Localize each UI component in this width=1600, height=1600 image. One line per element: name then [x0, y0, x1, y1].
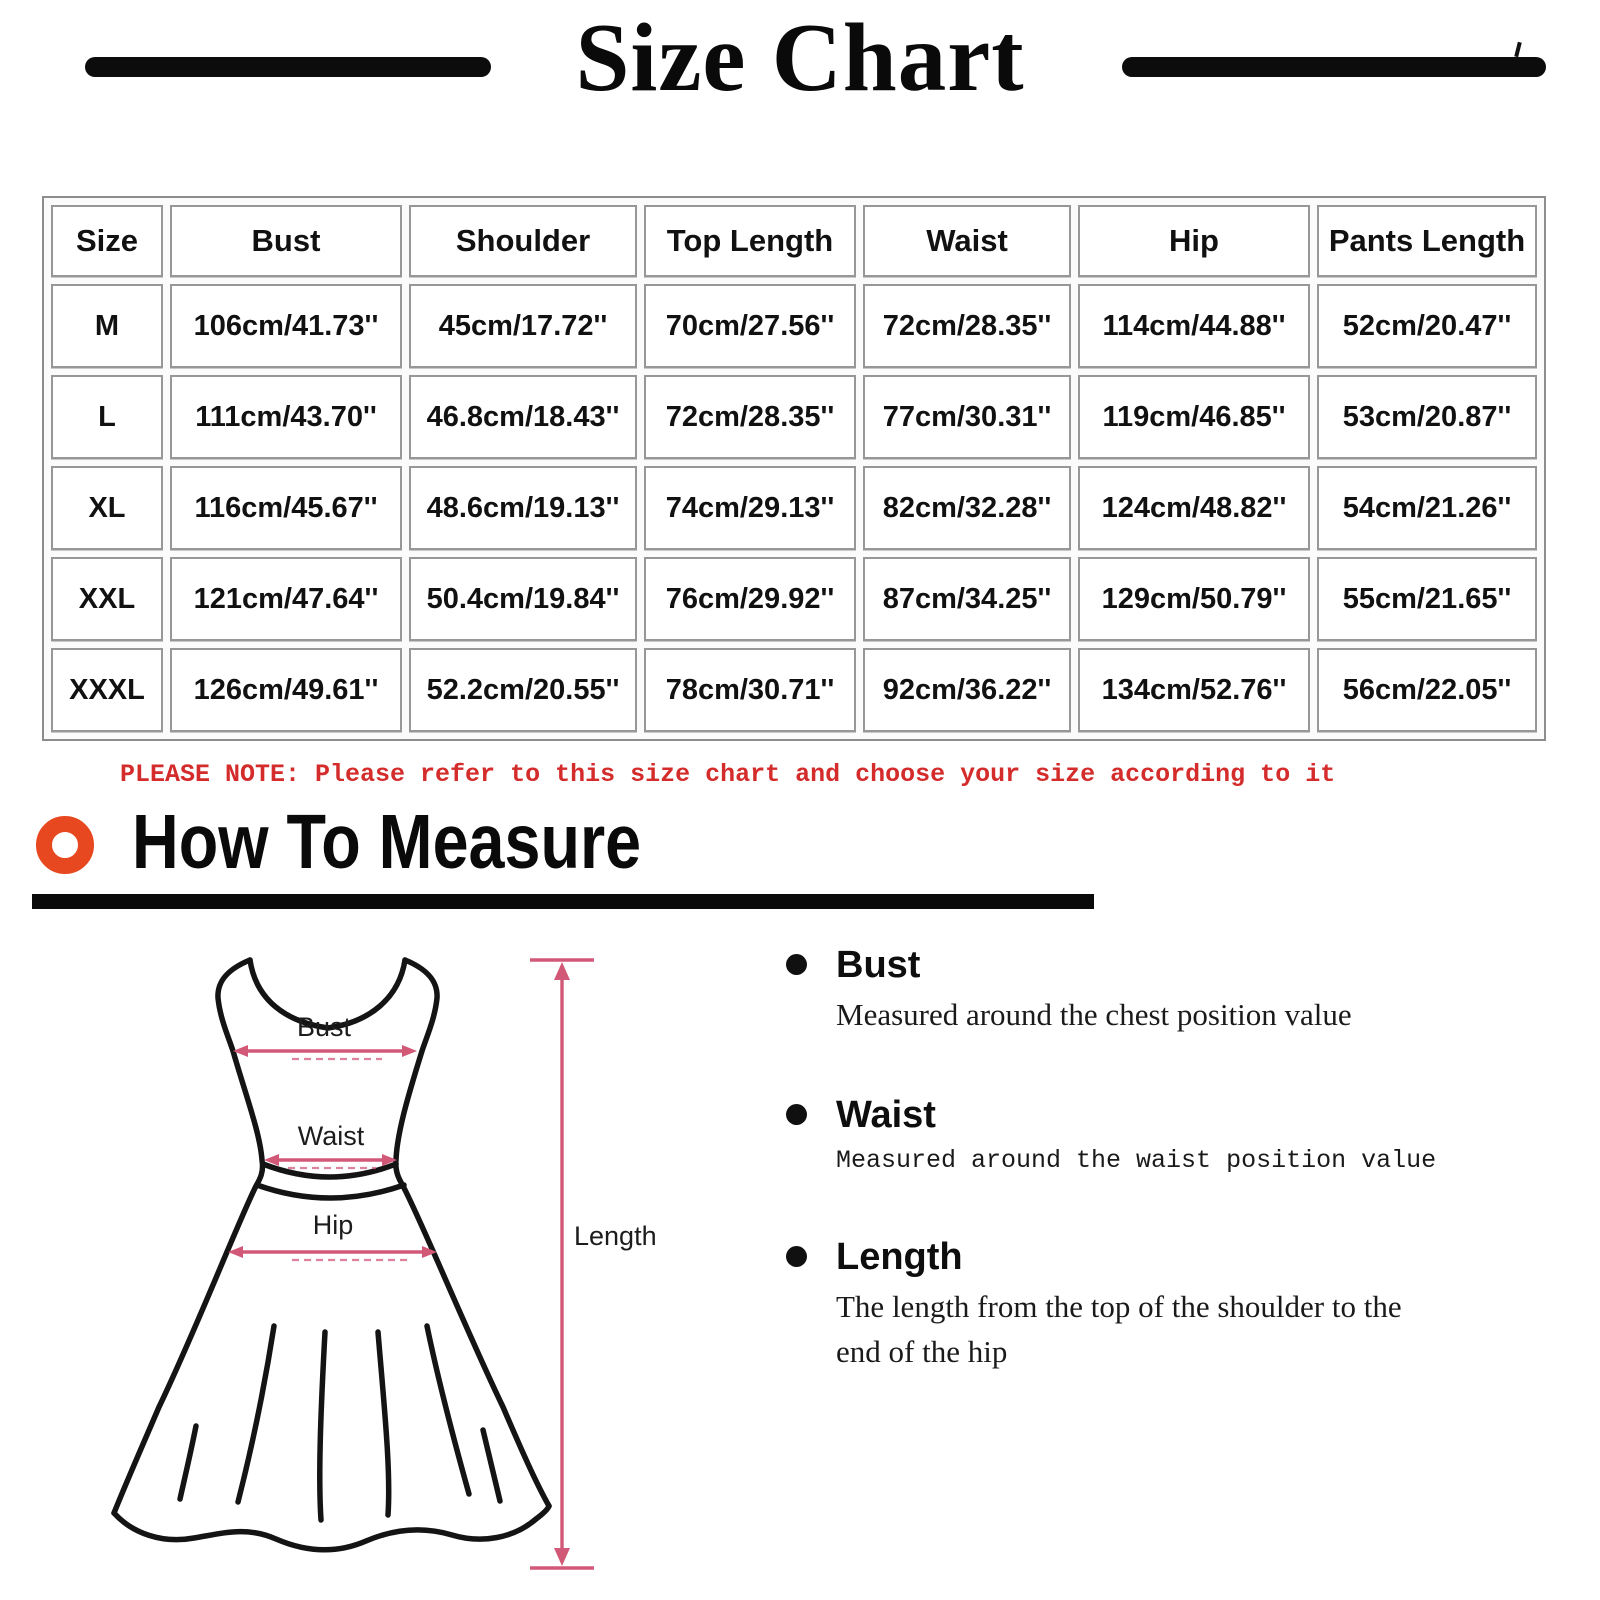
table-row-xxl — [51, 557, 1537, 641]
measure-item-description: Measured around the waist position value — [836, 1146, 1437, 1176]
table-cell: 74cm/29.13'' — [644, 466, 856, 550]
table-cell: L — [51, 375, 163, 459]
page-title: Size Chart — [575, 4, 1025, 111]
table-cell: 52cm/20.47'' — [1317, 284, 1537, 368]
table-cell: 114cm/44.88'' — [1078, 284, 1310, 368]
dress-waistband-upper — [263, 1164, 396, 1177]
table-cell: 77cm/30.31'' — [863, 375, 1071, 459]
ring-bullet-icon — [36, 816, 94, 874]
column-header-hip: Hip — [1078, 205, 1310, 277]
table-row-xl — [51, 466, 1537, 550]
table-cell: 46.8cm/18.43'' — [409, 375, 637, 459]
table-cell: 72cm/28.35'' — [644, 375, 856, 459]
skirt-fold-line — [180, 1426, 196, 1499]
bust-diagram-label: Bust — [296, 1012, 352, 1042]
arrowhead-down-icon — [554, 1548, 570, 1566]
measure-item-waist — [786, 1094, 1466, 1179]
skirt-fold-line — [378, 1332, 389, 1515]
column-header-pants-length: Pants Length — [1317, 205, 1537, 277]
measure-item-bust — [786, 944, 1466, 1037]
column-header-shoulder: Shoulder — [409, 205, 637, 277]
measure-item-label: Length — [836, 1236, 963, 1279]
table-cell: 48.6cm/19.13'' — [409, 466, 637, 550]
dress-hem — [114, 1506, 549, 1550]
size-note: PLEASE NOTE: Please refer to this size chart and choose your size according to it — [120, 760, 1336, 789]
table-cell: 78cm/30.71'' — [644, 648, 856, 732]
table-row-l — [51, 375, 1537, 459]
measure-list — [786, 944, 1466, 1375]
measure-item-length — [786, 1236, 1466, 1374]
table-cell: XXXL — [51, 648, 163, 732]
how-to-measure-heading: How To Measure — [132, 799, 642, 885]
table-cell: 111cm/43.70'' — [170, 375, 402, 459]
table-cell: 72cm/28.35'' — [863, 284, 1071, 368]
bullet-icon — [786, 1246, 807, 1267]
measure-item-description: The length from the top of the shoulder to the end of the hip — [836, 1288, 1402, 1369]
table-cell: 129cm/50.79'' — [1078, 557, 1310, 641]
measure-item-label: Waist — [836, 1094, 936, 1137]
table-cell: XXL — [51, 557, 163, 641]
bullet-icon — [786, 1104, 807, 1125]
table-cell: 92cm/36.22'' — [863, 648, 1071, 732]
column-header-waist: Waist — [863, 205, 1071, 277]
heading-underline — [32, 894, 1094, 909]
table-cell: 87cm/34.25'' — [863, 557, 1071, 641]
skirt-fold-line — [320, 1332, 325, 1520]
table-cell: XL — [51, 466, 163, 550]
column-header-top-length: Top Length — [644, 205, 856, 277]
table-cell: 52.2cm/20.55'' — [409, 648, 637, 732]
dress-waistband-lower — [257, 1185, 404, 1198]
table-cell: 50.4cm/19.84'' — [409, 557, 637, 641]
bullet-icon — [786, 954, 807, 975]
table-cell: 54cm/21.26'' — [1317, 466, 1537, 550]
table-cell: M — [51, 284, 163, 368]
measure-item-description: Measured around the chest position value — [836, 996, 1352, 1032]
arrowhead-up-icon — [554, 962, 570, 980]
table-row-m — [51, 284, 1537, 368]
table-cell: 55cm/21.65'' — [1317, 557, 1537, 641]
table-cell: 126cm/49.61'' — [170, 648, 402, 732]
table-cell: 119cm/46.85'' — [1078, 375, 1310, 459]
hip-diagram-label: Hip — [312, 1210, 354, 1240]
column-header-bust: Bust — [170, 205, 402, 277]
table-cell: 124cm/48.82'' — [1078, 466, 1310, 550]
table-cell: 76cm/29.92'' — [644, 557, 856, 641]
table-cell: 56cm/22.05'' — [1317, 648, 1537, 732]
waist-diagram-label: Waist — [297, 1121, 365, 1151]
dress-measurement-diagram — [80, 928, 800, 1600]
length-diagram-label: Length — [574, 1221, 657, 1251]
table-row-xxxl — [51, 648, 1537, 732]
skirt-fold-line — [427, 1326, 469, 1494]
size-chart-table — [42, 196, 1546, 741]
table-cell: 116cm/45.67'' — [170, 466, 402, 550]
measure-item-label: Bust — [836, 944, 921, 986]
table-cell: 70cm/27.56'' — [644, 284, 856, 368]
skirt-fold-line — [483, 1430, 500, 1501]
dress-left-outline — [114, 960, 263, 1513]
table-cell: 82cm/32.28'' — [863, 466, 1071, 550]
table-header-row — [51, 205, 1537, 277]
table-cell: 121cm/47.64'' — [170, 557, 402, 641]
table-cell: 134cm/52.76'' — [1078, 648, 1310, 732]
column-header-size: Size — [51, 205, 163, 277]
table-cell: 106cm/41.73'' — [170, 284, 402, 368]
skirt-fold-line — [238, 1326, 274, 1502]
table-cell: 45cm/17.72'' — [409, 284, 637, 368]
dress-right-outline — [396, 960, 549, 1506]
table-cell: 53cm/20.87'' — [1317, 375, 1537, 459]
arrowhead-right-icon — [402, 1045, 417, 1057]
